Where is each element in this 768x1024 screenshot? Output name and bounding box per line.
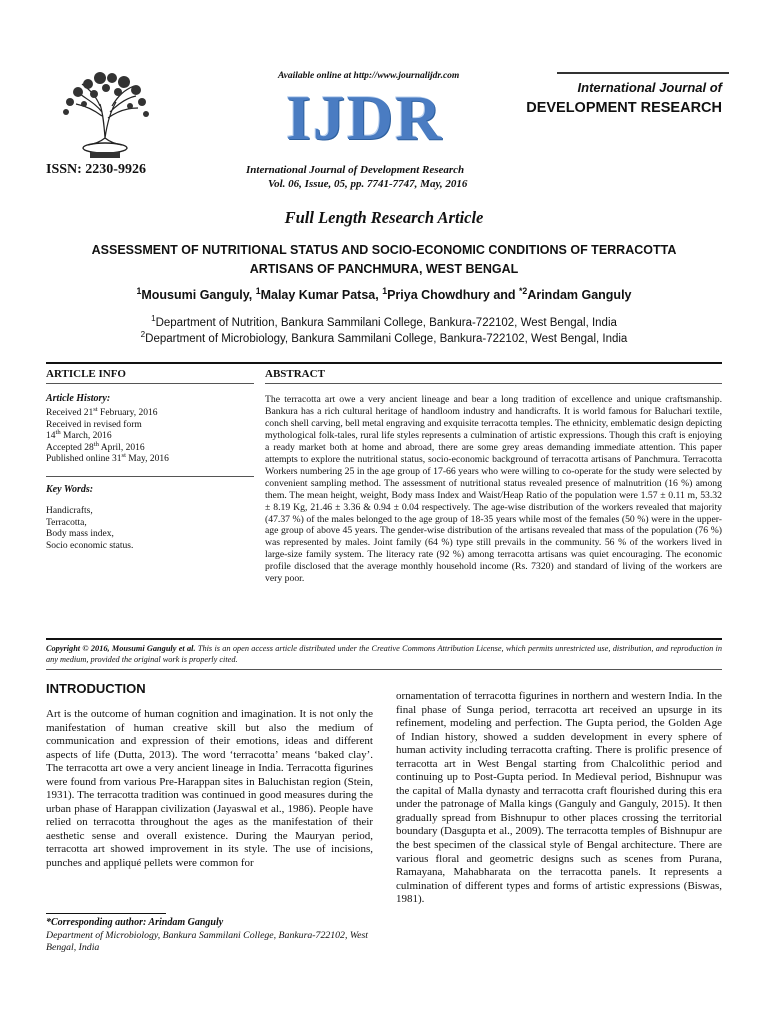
history-line [46,405,254,420]
history-line [46,451,254,466]
author-affil-mark: 1 [136,285,142,296]
author-name: Malay Kumar Patsa, [260,288,383,302]
keywords-top-rule [46,476,254,477]
article-history [46,405,254,466]
history-line [46,428,254,443]
copyright-bottom-rule [46,669,722,670]
history-text: February, 2016 [97,408,158,418]
history-text: Received in revised form [46,419,142,430]
available-online: Available online at http://www.journalijdr.com [278,71,460,81]
abstract-rule [265,383,722,384]
history-ordinal: th [55,428,61,436]
paper-title-line: ARTISANS OF PANCHMURA, WEST BENGAL [249,262,519,276]
history-text: Accepted 28 [46,442,94,453]
history-ordinal: st [121,451,126,459]
history-text: March, 2016 [60,431,112,441]
affiliation-2 [40,330,728,345]
paper-title-line: ASSESSMENT OF NUTRITIONAL STATUS AND SOCIO-ECONOMIC CONDITIONS OF TERRACOTTA [91,243,677,257]
issn: ISSN: 2230-9926 [46,162,146,177]
corresponding-address: Department of Microbiology, Bankura Sammilani College, Bankura-722102, West Bengal, India [46,930,368,953]
volume-info: Vol. 06, Issue, 05, pp. 7741-7747, May, 2016 [268,178,468,190]
copyright-notice [46,643,722,665]
ijdr-wordmark-logo: IJDR [286,82,444,153]
author-affil-mark: 1 [255,285,261,296]
affiliation-text: Department of Nutrition, Bankura Sammilani College, Bankura-722102, West Bengal, India [155,317,617,329]
affiliation-mark: 2 [140,330,146,340]
keywords-list [46,506,254,552]
paper-title [40,241,728,279]
history-ordinal: th [93,440,99,448]
article-history-label: Article History: [46,393,111,404]
article-info-rule [46,383,254,384]
history-ordinal: st [93,405,98,413]
author-name: Mousumi Ganguly, [141,288,256,302]
author-list [40,285,728,302]
journal-full-name: International Journal of Development Research [246,164,465,176]
history-text: May, 2016 [125,454,169,464]
journal-logo-tree [50,66,160,162]
corresponding-author: *Corresponding author: Arindam Ganguly [46,917,224,928]
body-paragraph: ornamentation of terracotta figurines in northern and western India. In the final phase of Sunga period, terracotta art received an upsurge in its refinement, modeling and perfection. The Gupta period, the Golden Age of Indian history, showed a sudden development in every sphere of human activity including terracotta crafting. There is prolific presence of terracotta art in West Bengal starting from Chalcolithic period and continuing up to Post-Gupta period. In Medieval period, Bishnupur was the capital of Malla dynasty and terracotta craft flourished during this era under the patronage of Malla kings (Ganguly and Ganguly, 2015). It then gradually spread from Bishnupur to other places crossing the territorial boundary (Dasgupta et al., 2009). The terracotta temples of Bishnupur are the best specimen of the classical style of Bengal architecture. There are various floral and geometric designs such as scenes from Purana, Ramayana, Mahabharata on the terracotta panels. It represents a culmination of different types and forms of artistic expressions (Biswas, 1981). [396,690,722,906]
keyword: Terracotta, [46,517,87,528]
abstract-text: The terracotta art owe a very ancient lineage and bear a long tradition of excellence and unique craftsmanship. Bankura has a rich cultural heritage of handloom industry and handicrafts. It is world famous for Baluchari textile, conch shell carving, bell metal engraving and exquisite terracotta temples. The ethnicity, emblematic design depicting mythological folk-tales, rural life styles represents a culmination of artistic expressions. Though this craft is enjoying a ready market both at home and abroad, there are some grey areas demanding immediate attention. This paper attempts to explore the nutritional status, socio-economic background of terracotta artisans of Panchmura. Terracotta Workers numbering 25 in the age group of 17-66 years who were willing to co-operate for the study were selected by convenient sampling method. The assessment of nutritional status revealed presence of malnutrition (16 %) among them. The mean height, weight, Body mass Index and Waist/Heap Ratio of the population were 1.57 ± 0.11 m, 53.32 ± 8.19 Kg, 21.46 ± 3.36 & 0.94 ± 0.04 respectively. The age-wise distribution of the workers revealed that majority (47.37 %) of the males belonged to the age group of 18-35 years while most of the females (50 %) were in the upper-age group of above 45 years. The gender-wise distribution of the artisans revealed that mass of the population (76 %) was represented by males. Joint family (64 %) type still prevails in the community. 56 % of the workers lived in large-size family system. The literacy rate (92 %) among terracotta artisans was quiet encouraging. The economic profile disclosed that the average monthly household income (Rs. 7320) and standard of living of the workers are very poor. [265,394,722,585]
keyword: Handicrafts, [46,506,93,516]
affiliation-mark: 1 [151,314,156,324]
history-line [46,440,254,455]
journal-name-line2: DEVELOPMENT RESEARCH [526,100,722,116]
author-name: Arindam Ganguly [527,288,632,302]
journal-name-line1: International Journal of [577,80,722,95]
keywords-label: Key Words: [46,484,94,495]
history-text: 14 [46,431,56,441]
history-text: Received 21 [46,408,94,418]
article-info-heading: ARTICLE INFO [46,368,126,380]
author-affil-mark: *2 [519,285,528,296]
keyword: Socio economic status. [46,540,134,551]
author-name: Priya Chowdhury and [387,288,520,302]
journal-name-rule [557,72,729,74]
body-paragraph: Art is the outcome of human cognition and imagination. It is not only the manifestation of human creative skill but also the medium of communication and expression of their emotions, ideas and different aspects of life (Dutta, 2013). The word ‘terracotta’ means ‘baked clay’. The terracotta art owe a very ancient lineage in India. Terracotta figurines were found from various Pre-Harappan sites in Baluchistan region (Stein, 1931). The terracotta tradition was continued in good measures during the urban phase of Harappan civilization (Jayaswal et al., 1986). People have relied on terracotta throughout the ages as the manifestation of their aesthetic sense and overall existence. During the Mauryan period, terracotta art showed improvement in its style. The use of incisions, punches and appliqué pellets were common for [46,708,373,870]
introduction-heading: INTRODUCTION [46,681,146,696]
history-line [46,420,254,432]
history-text: April, 2016 [98,442,145,453]
info-top-rule [46,362,722,364]
article-type: Full Length Research Article [284,208,484,227]
copyright-text: This is an open access article distributed under the Creative Commons Attribution License, which permits unrestricted use, distribution, and reproduction in any medium, provided the original work is properly cited. [46,644,722,664]
affiliation-1 [40,314,728,329]
copyright-holder: Copyright © 2016, Mousumi Ganguly et al. [46,644,196,653]
history-text: Published online 31 [46,454,122,464]
affiliation-text: Department of Microbiology, Bankura Sammilani College, Bankura-722102, West Bengal, India [145,333,628,345]
footnote-rule [46,913,166,914]
abstract-bottom-rule [46,638,722,640]
abstract-heading: ABSTRACT [265,368,325,380]
keyword: Body mass index, [46,529,114,539]
body-column-left [46,708,373,871]
body-column-right [396,690,722,907]
author-affil-mark: 1 [382,285,388,296]
